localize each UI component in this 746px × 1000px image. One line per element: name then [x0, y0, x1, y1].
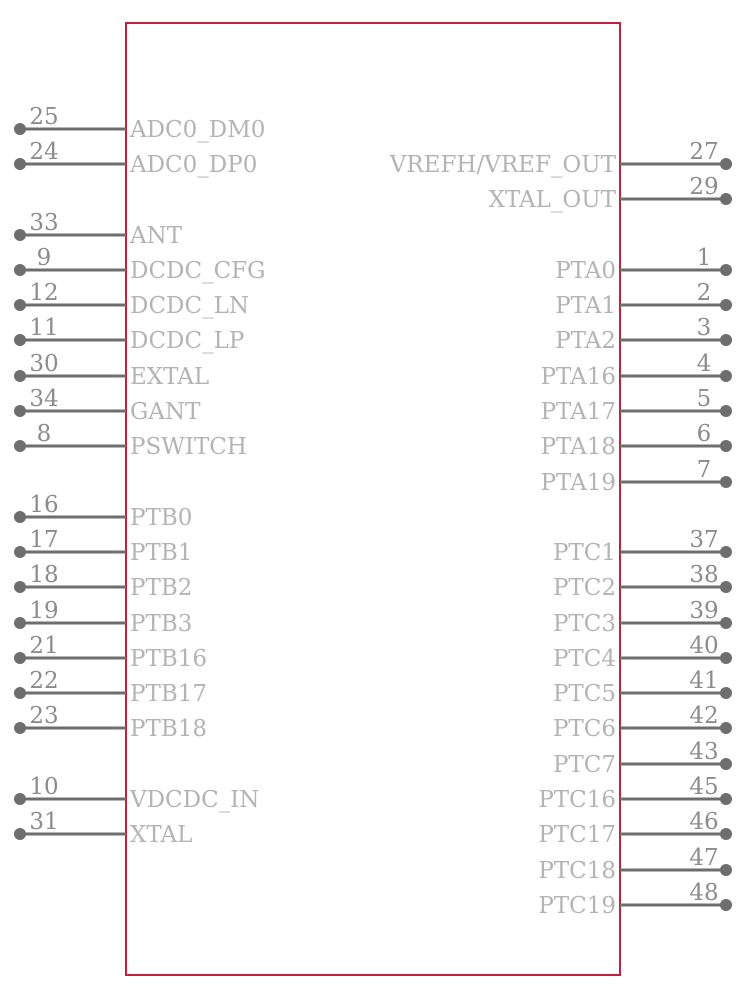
pin-4 [541, 351, 732, 390]
pin-number: 43 [689, 739, 719, 765]
pin-name-label: VDCDC_IN [130, 787, 260, 813]
pin-34 [14, 386, 201, 425]
pin-name-label: PTC3 [552, 611, 616, 637]
pin-number: 3 [696, 315, 712, 341]
pin-name-label: PTC2 [552, 575, 616, 601]
pin-41 [553, 668, 732, 707]
pin-terminal-dot [14, 793, 26, 805]
pin-number: 1 [696, 245, 712, 271]
pin-43 [553, 739, 732, 778]
pin-terminal-dot [720, 193, 732, 205]
right-pin-group [389, 139, 732, 919]
pin-number: 47 [689, 845, 719, 871]
pin-30 [14, 351, 209, 390]
pin-48 [538, 880, 732, 919]
pin-terminal-dot [720, 687, 732, 699]
pin-name-label: XTAL [130, 822, 193, 848]
pin-31 [14, 809, 192, 848]
pin-number: 37 [689, 527, 719, 553]
pin-number: 17 [29, 527, 59, 553]
pin-name-label: PTA17 [540, 399, 616, 425]
pin-2 [555, 280, 732, 319]
pin-name-label: PTB3 [130, 611, 193, 637]
pin-37 [553, 527, 732, 566]
pin-name-label: PTB2 [130, 575, 193, 601]
pin-name-label: PTC1 [552, 540, 616, 566]
pin-terminal-dot [720, 828, 732, 840]
pin-terminal-dot [14, 299, 26, 311]
pin-name-label: EXTAL [130, 364, 210, 390]
pin-39 [553, 598, 732, 637]
pin-terminal-dot [720, 546, 732, 558]
pin-number: 4 [696, 351, 712, 377]
pin-terminal-dot [720, 652, 732, 664]
pin-number: 8 [36, 421, 52, 447]
pin-terminal-dot [14, 158, 26, 170]
pin-terminal-dot [14, 440, 26, 452]
pin-terminal-dot [720, 158, 732, 170]
pin-terminal-dot [14, 546, 26, 558]
pin-name-label: PTC7 [552, 752, 616, 778]
pin-number: 38 [689, 562, 719, 588]
pin-name-label: DCDC_LN [130, 293, 249, 319]
pin-name-label: PTA0 [555, 258, 616, 284]
pin-21 [14, 633, 207, 672]
pin-17 [14, 527, 192, 566]
pin-number: 45 [689, 774, 719, 800]
pin-16 [14, 492, 192, 531]
pin-22 [14, 668, 207, 707]
pin-number: 12 [29, 280, 59, 306]
pin-10 [14, 774, 259, 813]
pin-number: 22 [29, 668, 59, 694]
pin-terminal-dot [720, 264, 732, 276]
pin-name-label: PTA2 [555, 328, 616, 354]
pin-number: 16 [29, 492, 59, 518]
pin-terminal-dot [720, 370, 732, 382]
pin-number: 18 [29, 562, 59, 588]
pin-name-label: PTB17 [130, 681, 207, 707]
pin-29 [489, 174, 732, 213]
pin-number: 42 [689, 703, 719, 729]
pin-number: 27 [689, 139, 719, 165]
pin-name-label: ANT [130, 223, 183, 249]
pin-27 [389, 139, 732, 178]
pin-name-label: PTC5 [552, 681, 616, 707]
pin-terminal-dot [720, 334, 732, 346]
pin-terminal-dot [720, 722, 732, 734]
pin-terminal-dot [14, 405, 26, 417]
pin-number: 23 [29, 703, 59, 729]
pin-name-label: VREFH/VREF_OUT [389, 152, 616, 178]
pin-9 [14, 245, 266, 284]
pin-5 [541, 386, 732, 425]
pin-number: 24 [29, 139, 59, 165]
pin-terminal-dot [720, 581, 732, 593]
pin-number: 5 [696, 386, 712, 412]
pin-name-label: ADC0_DM0 [130, 117, 266, 143]
pin-name-label: PTB16 [130, 646, 207, 672]
pin-name-label: GANT [130, 399, 201, 425]
pin-number: 33 [29, 210, 59, 236]
pin-11 [14, 315, 244, 354]
pin-terminal-dot [14, 511, 26, 523]
pin-1 [555, 245, 732, 284]
pin-name-label: PTA18 [540, 434, 616, 460]
pin-46 [538, 809, 732, 848]
pin-terminal-dot [14, 123, 26, 135]
pin-name-label: PTA16 [540, 364, 616, 390]
left-pin-group [14, 104, 266, 848]
pin-42 [553, 703, 732, 742]
pin-terminal-dot [720, 864, 732, 876]
pin-25 [14, 104, 265, 143]
pin-45 [538, 774, 732, 813]
pin-terminal-dot [720, 899, 732, 911]
pin-23 [14, 703, 207, 742]
pin-number: 48 [689, 880, 719, 906]
pin-number: 41 [689, 668, 719, 694]
pin-number: 6 [696, 421, 712, 447]
pin-terminal-dot [720, 793, 732, 805]
pin-number: 29 [689, 174, 719, 200]
pin-38 [553, 562, 732, 601]
pin-number: 46 [689, 809, 719, 835]
pin-name-label: PTB18 [130, 716, 207, 742]
pin-terminal-dot [14, 722, 26, 734]
pin-terminal-dot [14, 264, 26, 276]
pin-47 [538, 845, 732, 884]
pin-6 [541, 421, 732, 460]
pin-name-label: PTA19 [540, 470, 616, 496]
pin-name-label: PTA1 [555, 293, 616, 319]
pin-terminal-dot [720, 476, 732, 488]
pin-terminal-dot [14, 617, 26, 629]
pin-19 [14, 598, 192, 637]
pin-number: 21 [29, 633, 59, 659]
pin-terminal-dot [14, 828, 26, 840]
pin-number: 9 [36, 245, 52, 271]
pin-name-label: DCDC_CFG [130, 258, 266, 284]
pin-8 [14, 421, 247, 460]
pin-name-label: XTAL_OUT [488, 187, 616, 213]
pin-number: 40 [689, 633, 719, 659]
pin-terminal-dot [14, 229, 26, 241]
pin-number: 19 [29, 598, 59, 624]
pin-24 [14, 139, 257, 178]
pin-terminal-dot [14, 687, 26, 699]
pin-name-label: PTC16 [538, 787, 616, 813]
pin-3 [555, 315, 732, 354]
pin-number: 30 [29, 351, 59, 377]
pin-12 [14, 280, 249, 319]
pin-terminal-dot [720, 617, 732, 629]
pin-terminal-dot [720, 758, 732, 770]
pin-name-label: DCDC_LP [130, 328, 245, 354]
pin-number: 11 [29, 315, 59, 341]
pin-number: 34 [29, 386, 59, 412]
pin-name-label: PTB1 [130, 540, 193, 566]
pin-name-label: PTC4 [552, 646, 616, 672]
pin-name-label: PTC18 [538, 858, 616, 884]
pin-number: 25 [29, 104, 59, 130]
pin-terminal-dot [720, 405, 732, 417]
pin-number: 7 [696, 457, 712, 483]
pin-terminal-dot [14, 334, 26, 346]
pin-7 [541, 457, 732, 496]
pin-18 [14, 562, 192, 601]
pin-name-label: PTC17 [538, 822, 616, 848]
pin-number: 2 [696, 280, 712, 306]
pin-33 [14, 210, 183, 249]
pin-terminal-dot [720, 299, 732, 311]
pin-name-label: ADC0_DP0 [130, 152, 258, 178]
pin-terminal-dot [14, 581, 26, 593]
pin-name-label: PTB0 [130, 505, 193, 531]
pin-name-label: PSWITCH [130, 434, 247, 460]
pin-name-label: PTC6 [552, 716, 616, 742]
pin-terminal-dot [14, 370, 26, 382]
pin-terminal-dot [720, 440, 732, 452]
pin-number: 10 [29, 774, 59, 800]
pin-number: 31 [29, 809, 59, 835]
pin-number: 39 [689, 598, 719, 624]
pin-40 [553, 633, 732, 672]
pin-terminal-dot [14, 652, 26, 664]
pin-name-label: PTC19 [538, 893, 616, 919]
